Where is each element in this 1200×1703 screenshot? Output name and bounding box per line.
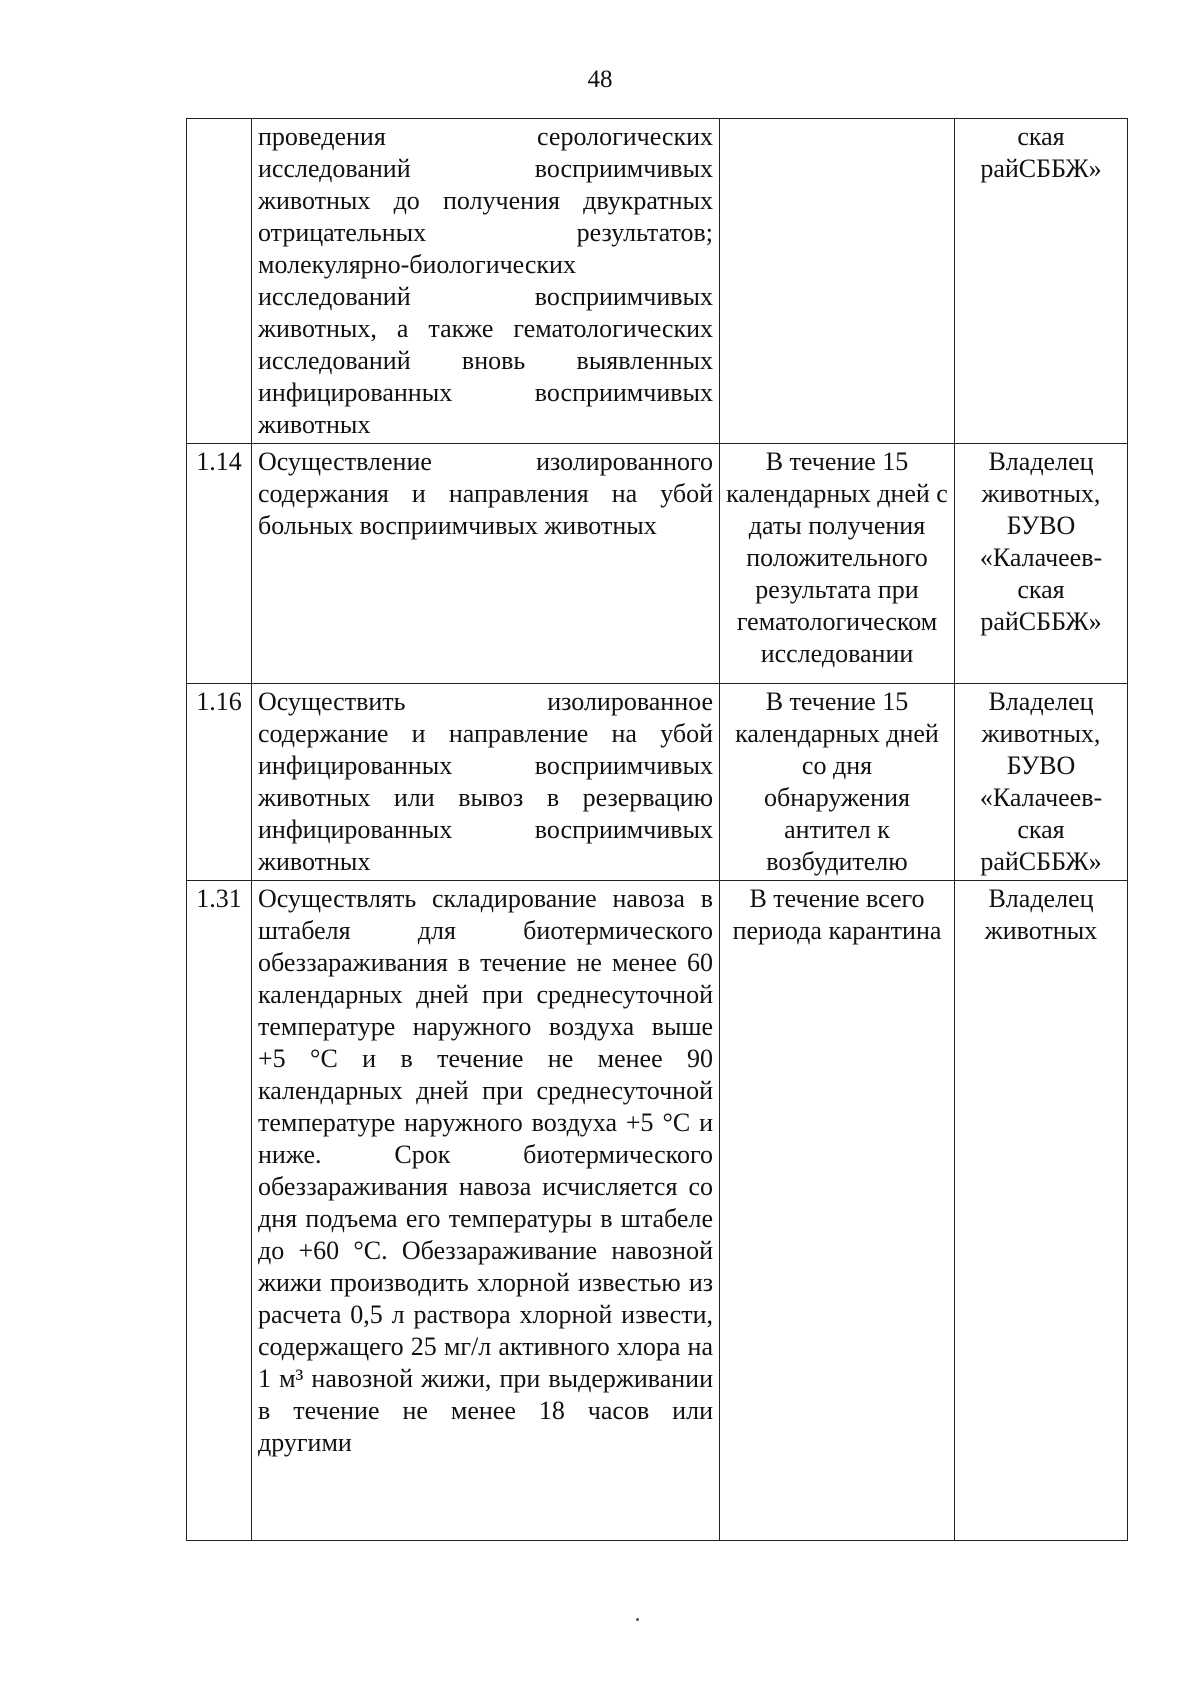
term-cell: В течение 15 календарных дней со дня обнаружения антител к возбудителю — [720, 684, 955, 881]
action-text: проведения серологических исследований восприимчивых животных до получения двукратных отрицательных результатов; молекулярно-биологических исследований восприимчивых животных, а также гематологических исследований вновь выявленных инфицированных восприимчивых животных — [258, 122, 713, 439]
measures-table — [186, 118, 1128, 1541]
row-number: 1.14 — [187, 444, 252, 684]
table-row — [187, 684, 1128, 881]
term-cell: В течение всего периода карантина — [720, 881, 955, 1541]
table-row — [187, 881, 1128, 1541]
scan-speck — [636, 1618, 639, 1621]
page-number: 48 — [587, 66, 613, 93]
row-number — [187, 119, 252, 444]
term-cell — [720, 119, 955, 444]
action-cell — [252, 881, 720, 1541]
row-number: 1.31 — [187, 881, 252, 1541]
responsible-cell: ская райСББЖ» — [955, 119, 1128, 444]
table-row — [187, 119, 1128, 444]
action-cell — [252, 684, 720, 881]
row-number: 1.16 — [187, 684, 252, 881]
responsible-cell: Владелец животных, БУВО «Калачеев-ская райСББЖ» — [955, 684, 1128, 881]
action-cell — [252, 444, 720, 684]
responsible-cell: Владелец животных, БУВО «Калачеев-ская райСББЖ» — [955, 444, 1128, 684]
action-cell — [252, 119, 720, 444]
action-text: Осуществлять складирование навоза в штабеля для биотермического обеззараживания в течение не менее 60 календарных дней при среднесуточной температуре наружного воздуха выше +5 °С и в течение не менее 90 календарных дней при среднесуточной температуре наружного воздуха +5 °С и ниже. Срок биотермического обеззараживания навоза исчисляется со дня подъема его температуры в штабеле до +60 °С. Обеззараживание навозной жижи производить хлорной известью из расчета 0,5 л раствора хлорной извести, содержащего 25 мг/л активного хлора на 1 м³ навозной жижи, при выдерживании в течение не менее 18 часов или другими — [258, 884, 713, 1457]
term-cell: В течение 15 календарных дней с даты получения положительного результата при гематологическом исследовании — [720, 444, 955, 684]
responsible-cell: Владелец животных — [955, 881, 1128, 1541]
action-text: Осуществление изолированного содержания и направления на убой больных восприимчивых животных — [258, 447, 713, 540]
action-text: Осуществить изолированное содержание и направление на убой инфицированных восприимчивых животных или вывоз в резервацию инфицированных восприимчивых животных — [258, 687, 713, 876]
table-row — [187, 444, 1128, 684]
